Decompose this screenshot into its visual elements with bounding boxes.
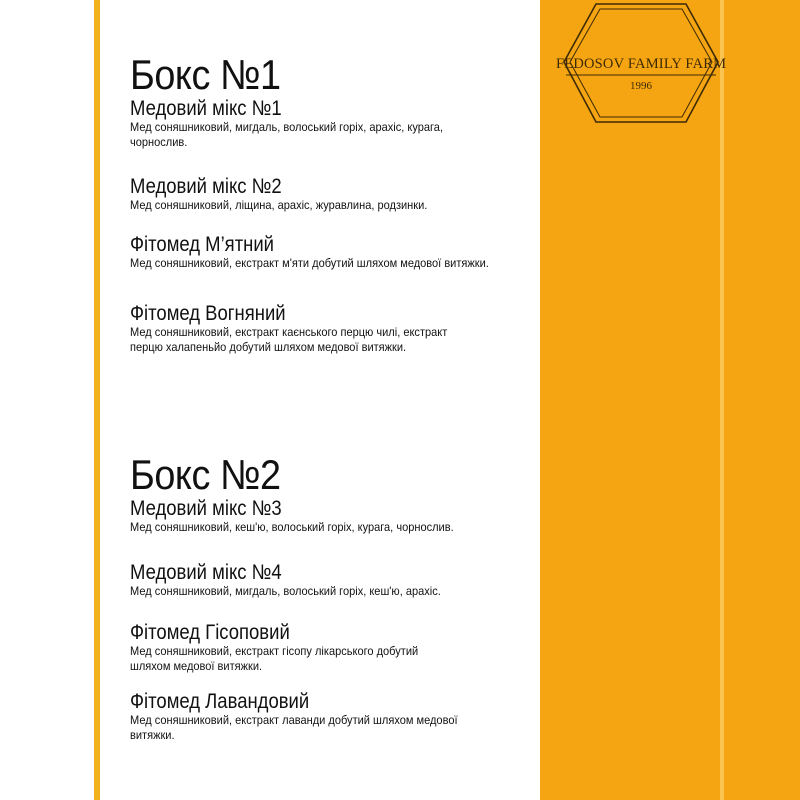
product-name: Медовий мікс №1 [130, 97, 282, 120]
box-2-section [130, 451, 530, 742]
product-item [130, 303, 475, 355]
product-name: Фітомед Вогняний [130, 302, 286, 325]
product-description: Мед соняшниковий, екстракт гісопу лікарського добутий шляхом медової витяжки. [130, 644, 419, 673]
product-description: Мед соняшниковий, екстракт каєнського перцю чилі, екстракт перцю халапеньйо добутий шляхом медової витяжки. [130, 325, 448, 354]
product-item [130, 234, 530, 271]
product-description: Мед соняшниковий, мигдаль, волоський горіх, кеш'ю, арахіс. [130, 584, 441, 598]
product-name: Медовий мікс №2 [130, 175, 282, 198]
product-description: Мед соняшниковий, кеш'ю, волоський горіх, курага, чорнослив. [130, 520, 454, 534]
product-item [130, 691, 490, 743]
logo-year: 1996 [630, 80, 652, 92]
product-description: Мед соняшниковий, екстракт м'яти добутий шляхом медової витяжки. [130, 256, 489, 270]
product-name: Фітомед М’ятний [130, 233, 275, 256]
product-description: Мед соняшниковий, екстракт лаванди добутий шляхом медової витяжки. [130, 713, 458, 742]
product-description: Мед соняшниковий, мигдаль, волоський горіх, арахіс, курага, чорнослив. [130, 120, 444, 149]
product-item [130, 98, 530, 150]
product-name: Фітомед Гісоповий [130, 621, 290, 644]
product-name: Медовий мікс №4 [130, 561, 282, 584]
product-name: Фітомед Лавандовий [130, 690, 310, 713]
product-item [130, 176, 560, 213]
farm-logo [556, 0, 726, 126]
product-description: Мед соняшниковий, ліщина, арахіс, журавлина, родзинки. [130, 198, 428, 212]
product-item [130, 622, 490, 674]
product-name: Медовий мікс №3 [130, 497, 282, 520]
box-title: Бокс №1 [130, 51, 281, 98]
left-accent-rule [94, 0, 100, 800]
logo-brand-text: FEDOSOV FAMILY FARM [556, 56, 727, 72]
box-title: Бокс №2 [130, 451, 281, 498]
product-item [130, 562, 560, 599]
box-1-section [130, 51, 530, 354]
product-item [130, 498, 560, 535]
